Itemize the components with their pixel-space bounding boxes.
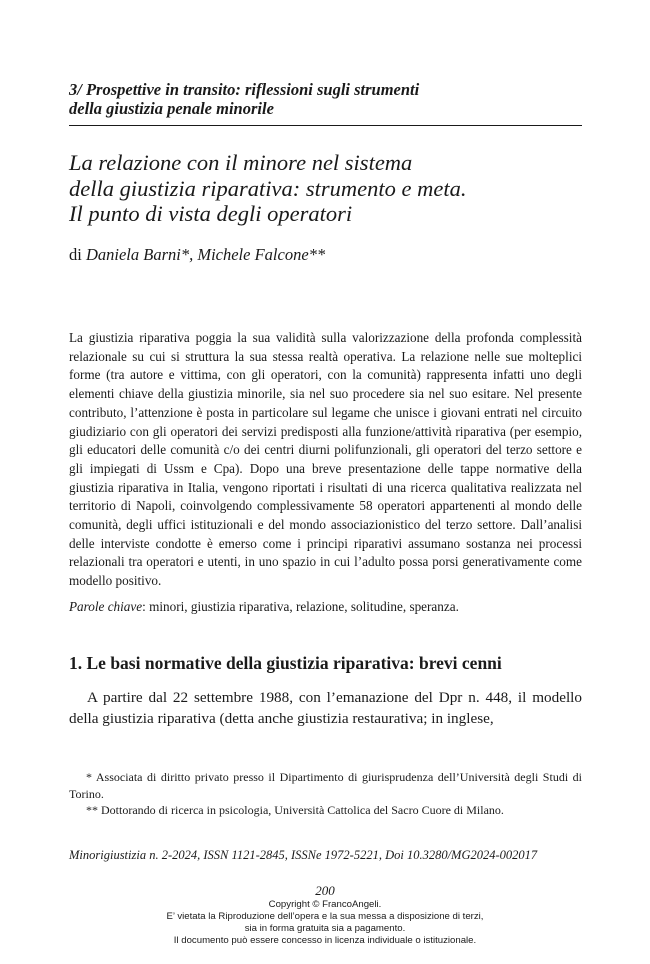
copyright-line-2: E’ vietata la Riproduzione dell’opera e la sua messa a disposizione di terzi, xyxy=(166,911,484,922)
footnotes xyxy=(69,769,582,819)
journal-citation: Minorigiustizia n. 2-2024, ISSN 1121-2845, ISSNe 1972-5221, Doi 10.3280/MG2024-002017 xyxy=(69,848,538,862)
section-heading: 1. Le basi normative della giustizia riparativa: brevi cenni xyxy=(69,653,502,673)
page-number: 200 xyxy=(315,883,335,898)
article-title-line-2: della giustizia riparativa: strumento e meta. xyxy=(69,175,467,201)
footnote-1: * Associata di diritto privato presso il Dipartimento di giurisprudenza dell’Università degli Studi di Torino. xyxy=(69,770,582,801)
copyright-line-1: Copyright © FrancoAngeli. xyxy=(268,899,382,910)
article-title xyxy=(69,150,582,227)
article-title-line-3: Il punto di vista degli operatori xyxy=(69,201,353,226)
copyright-line-3: sia in forma gratuita sia a pagamento. xyxy=(244,923,406,934)
copyright-line-4: Il documento può essere concesso in licenza individuale o istituzionale. xyxy=(173,935,477,946)
article-title-line-1: La relazione con il minore nel sistema xyxy=(69,150,413,175)
keywords-label: Parole chiave xyxy=(69,599,143,614)
byline xyxy=(69,245,582,265)
section-header-line-2: della giustizia penale minorile xyxy=(69,99,274,118)
byline-prefix: di xyxy=(69,245,86,264)
copyright-notice xyxy=(0,899,650,947)
keywords-list: : minori, giustizia riparativa, relazione, solitudine, speranza. xyxy=(142,599,459,614)
header-divider xyxy=(69,125,582,126)
body-paragraph: A partire dal 22 settembre 1988, con l’emanazione del Dpr n. 448, il modello della giustizia riparativa (detta anche giustizia restaurativa; in inglese, xyxy=(69,689,582,727)
footnote-2: ** Dottorando di ricerca in psicologia, Università Cattolica del Sacro Cuore di Milano. xyxy=(86,803,504,817)
section-header-line-1: 3/ Prospettive in transito: riflessioni sugli strumenti xyxy=(69,80,420,99)
keywords xyxy=(69,598,582,616)
abstract: La giustizia riparativa poggia la sua validità sulla valorizzazione della profonda complessità relazionale su cui si struttura la sua stessa realtà operativa. La relazione nelle sue molteplici forme (tra autore e vittima, con gli operatori, con la comunità) rappresenta infatti uno degli elementi chiave della giustizia minorile, sia nel suo procedere sia nel suo esitare. Nel presente contributo, l’attenzione è posta in particolare sul legame che unisce i giovani entrati nel circuito giudiziario con gli operatori dei servizi predisposti alla funzione/attività riparativa (per esempio, gli educatori delle comunità c/o dei centri diurni polifunzionali, gli operatori del terzo settore e gli impiegati di Ussm e Cpa). Dopo una breve presentazione delle tappe normative della giustizia riparativa in Italia, vengono riportati i risultati di una ricerca qualitativa realizzata nel territorio di Napoli, coinvolgendo complessivamente 58 operatori appartenenti al mondo delle comunità, degli uffici istituzionali e del mondo associazionistico del terzo settore. Dall’analisi delle interviste condotte è emerso come i principi riparativi assumano sostanza nei processi relazionali tra operatori e utenti, in uno spazio in cui l’adulto possa porsi generativamente come modello positivo. xyxy=(69,330,582,589)
author-names: Daniela Barni*, Michele Falcone** xyxy=(85,245,326,264)
section-header xyxy=(69,80,582,118)
